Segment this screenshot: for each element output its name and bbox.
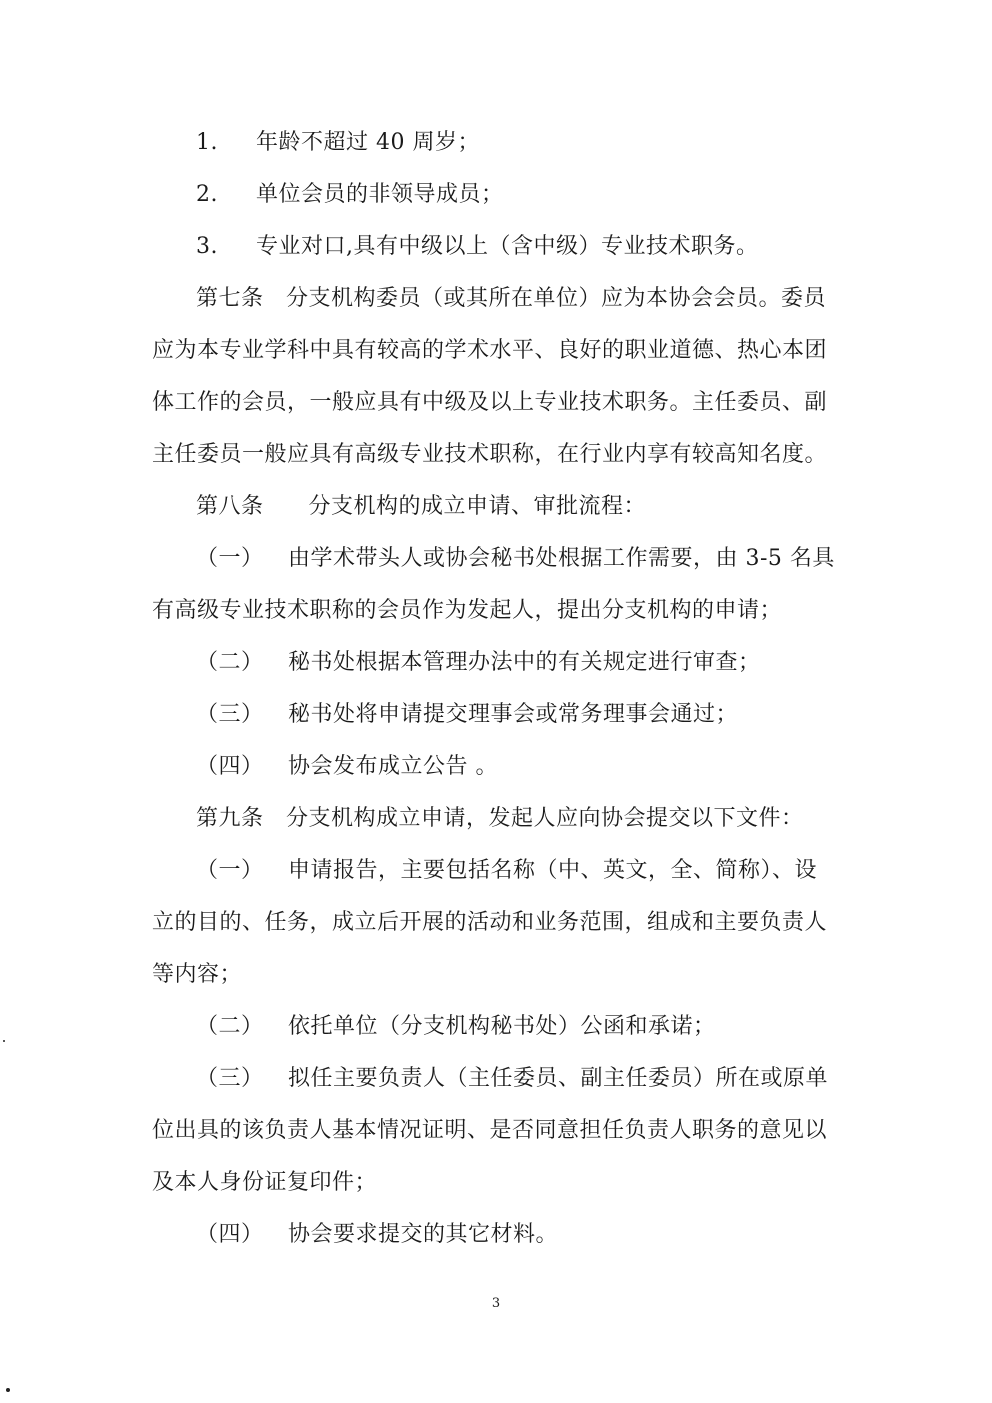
item-text: 协会发布成立公告 。 — [288, 754, 498, 779]
list-item — [196, 1064, 828, 1094]
item-text: 拟任主要负责人（主任委员、副主任委员）所在或原单 — [288, 1066, 829, 1091]
item-text: 由学术带头人或协会秘书处根据工作需要，由 3-5 名具 — [288, 546, 835, 571]
item-text-continued: 位出具的该负责人基本情况证明、是否同意担任负责人职务的意见以 — [152, 1118, 828, 1143]
item-text: 年龄不超过 40 周岁； — [256, 130, 480, 155]
item-number: （四） — [196, 754, 264, 779]
item-text: 秘书处将申请提交理事会或常务理事会通过； — [288, 702, 739, 727]
item-number: 2. — [196, 182, 218, 207]
item-number: （三） — [196, 1066, 264, 1091]
list-item — [196, 544, 835, 574]
list-item — [196, 128, 480, 158]
article-8-heading: 第八条 分支机构的成立申请、审批流程： — [196, 494, 647, 519]
item-text: 秘书处根据本管理办法中的有关规定进行审查； — [288, 650, 761, 675]
list-item — [196, 232, 759, 262]
article-7-line: 体工作的会员，一般应具有中级及以上专业技术职务。主任委员、副 — [152, 390, 828, 415]
item-number: （二） — [196, 1014, 264, 1039]
item-text-continued: 及本人身份证复印件； — [152, 1170, 378, 1195]
item-text: 单位会员的非领导成员； — [256, 182, 504, 207]
item-text: 协会要求提交的其它材料。 — [288, 1222, 559, 1247]
list-item — [196, 1012, 716, 1042]
list-item — [196, 180, 504, 210]
item-number: （二） — [196, 650, 264, 675]
scan-artifact-dot — [3, 1040, 5, 1042]
item-number: 1. — [196, 130, 218, 155]
item-text-continued: 立的目的、任务，成立后开展的活动和业务范围，组成和主要负责人 — [152, 910, 828, 935]
item-text: 申请报告，主要包括名称（中、英文，全、简称）、设 — [288, 858, 818, 883]
list-item — [196, 752, 498, 782]
article-7-line: 主任委员一般应具有高级专业技术职称，在行业内享有较高知名度。 — [152, 442, 828, 467]
item-number: （四） — [196, 1222, 264, 1247]
list-item — [196, 648, 761, 678]
page-number: 3 — [491, 1296, 501, 1311]
item-text-continued: 等内容； — [152, 962, 243, 987]
item-text: 专业对口,具有中级以上（含中级）专业技术职务。 — [256, 234, 759, 259]
article-7-line: 应为本专业学科中具有较高的学术水平、良好的职业道德、热心本团 — [152, 338, 828, 363]
item-text-continued: 有高级专业技术职称的会员作为发起人，提出分支机构的申请； — [152, 598, 783, 623]
list-item — [196, 1220, 558, 1250]
list-item — [196, 856, 817, 886]
list-item — [196, 700, 738, 730]
item-number: 3. — [196, 234, 218, 259]
item-number: （一） — [196, 546, 264, 571]
article-7-line: 第七条 分支机构委员（或其所在单位）应为本协会会员。委员 — [196, 286, 827, 311]
article-9-heading: 第九条 分支机构成立申请，发起人应向协会提交以下文件： — [196, 806, 804, 831]
item-text: 依托单位（分支机构秘书处）公函和承诺； — [288, 1014, 716, 1039]
scan-artifact-dot — [6, 1388, 10, 1392]
item-number: （三） — [196, 702, 264, 727]
item-number: （一） — [196, 858, 264, 883]
